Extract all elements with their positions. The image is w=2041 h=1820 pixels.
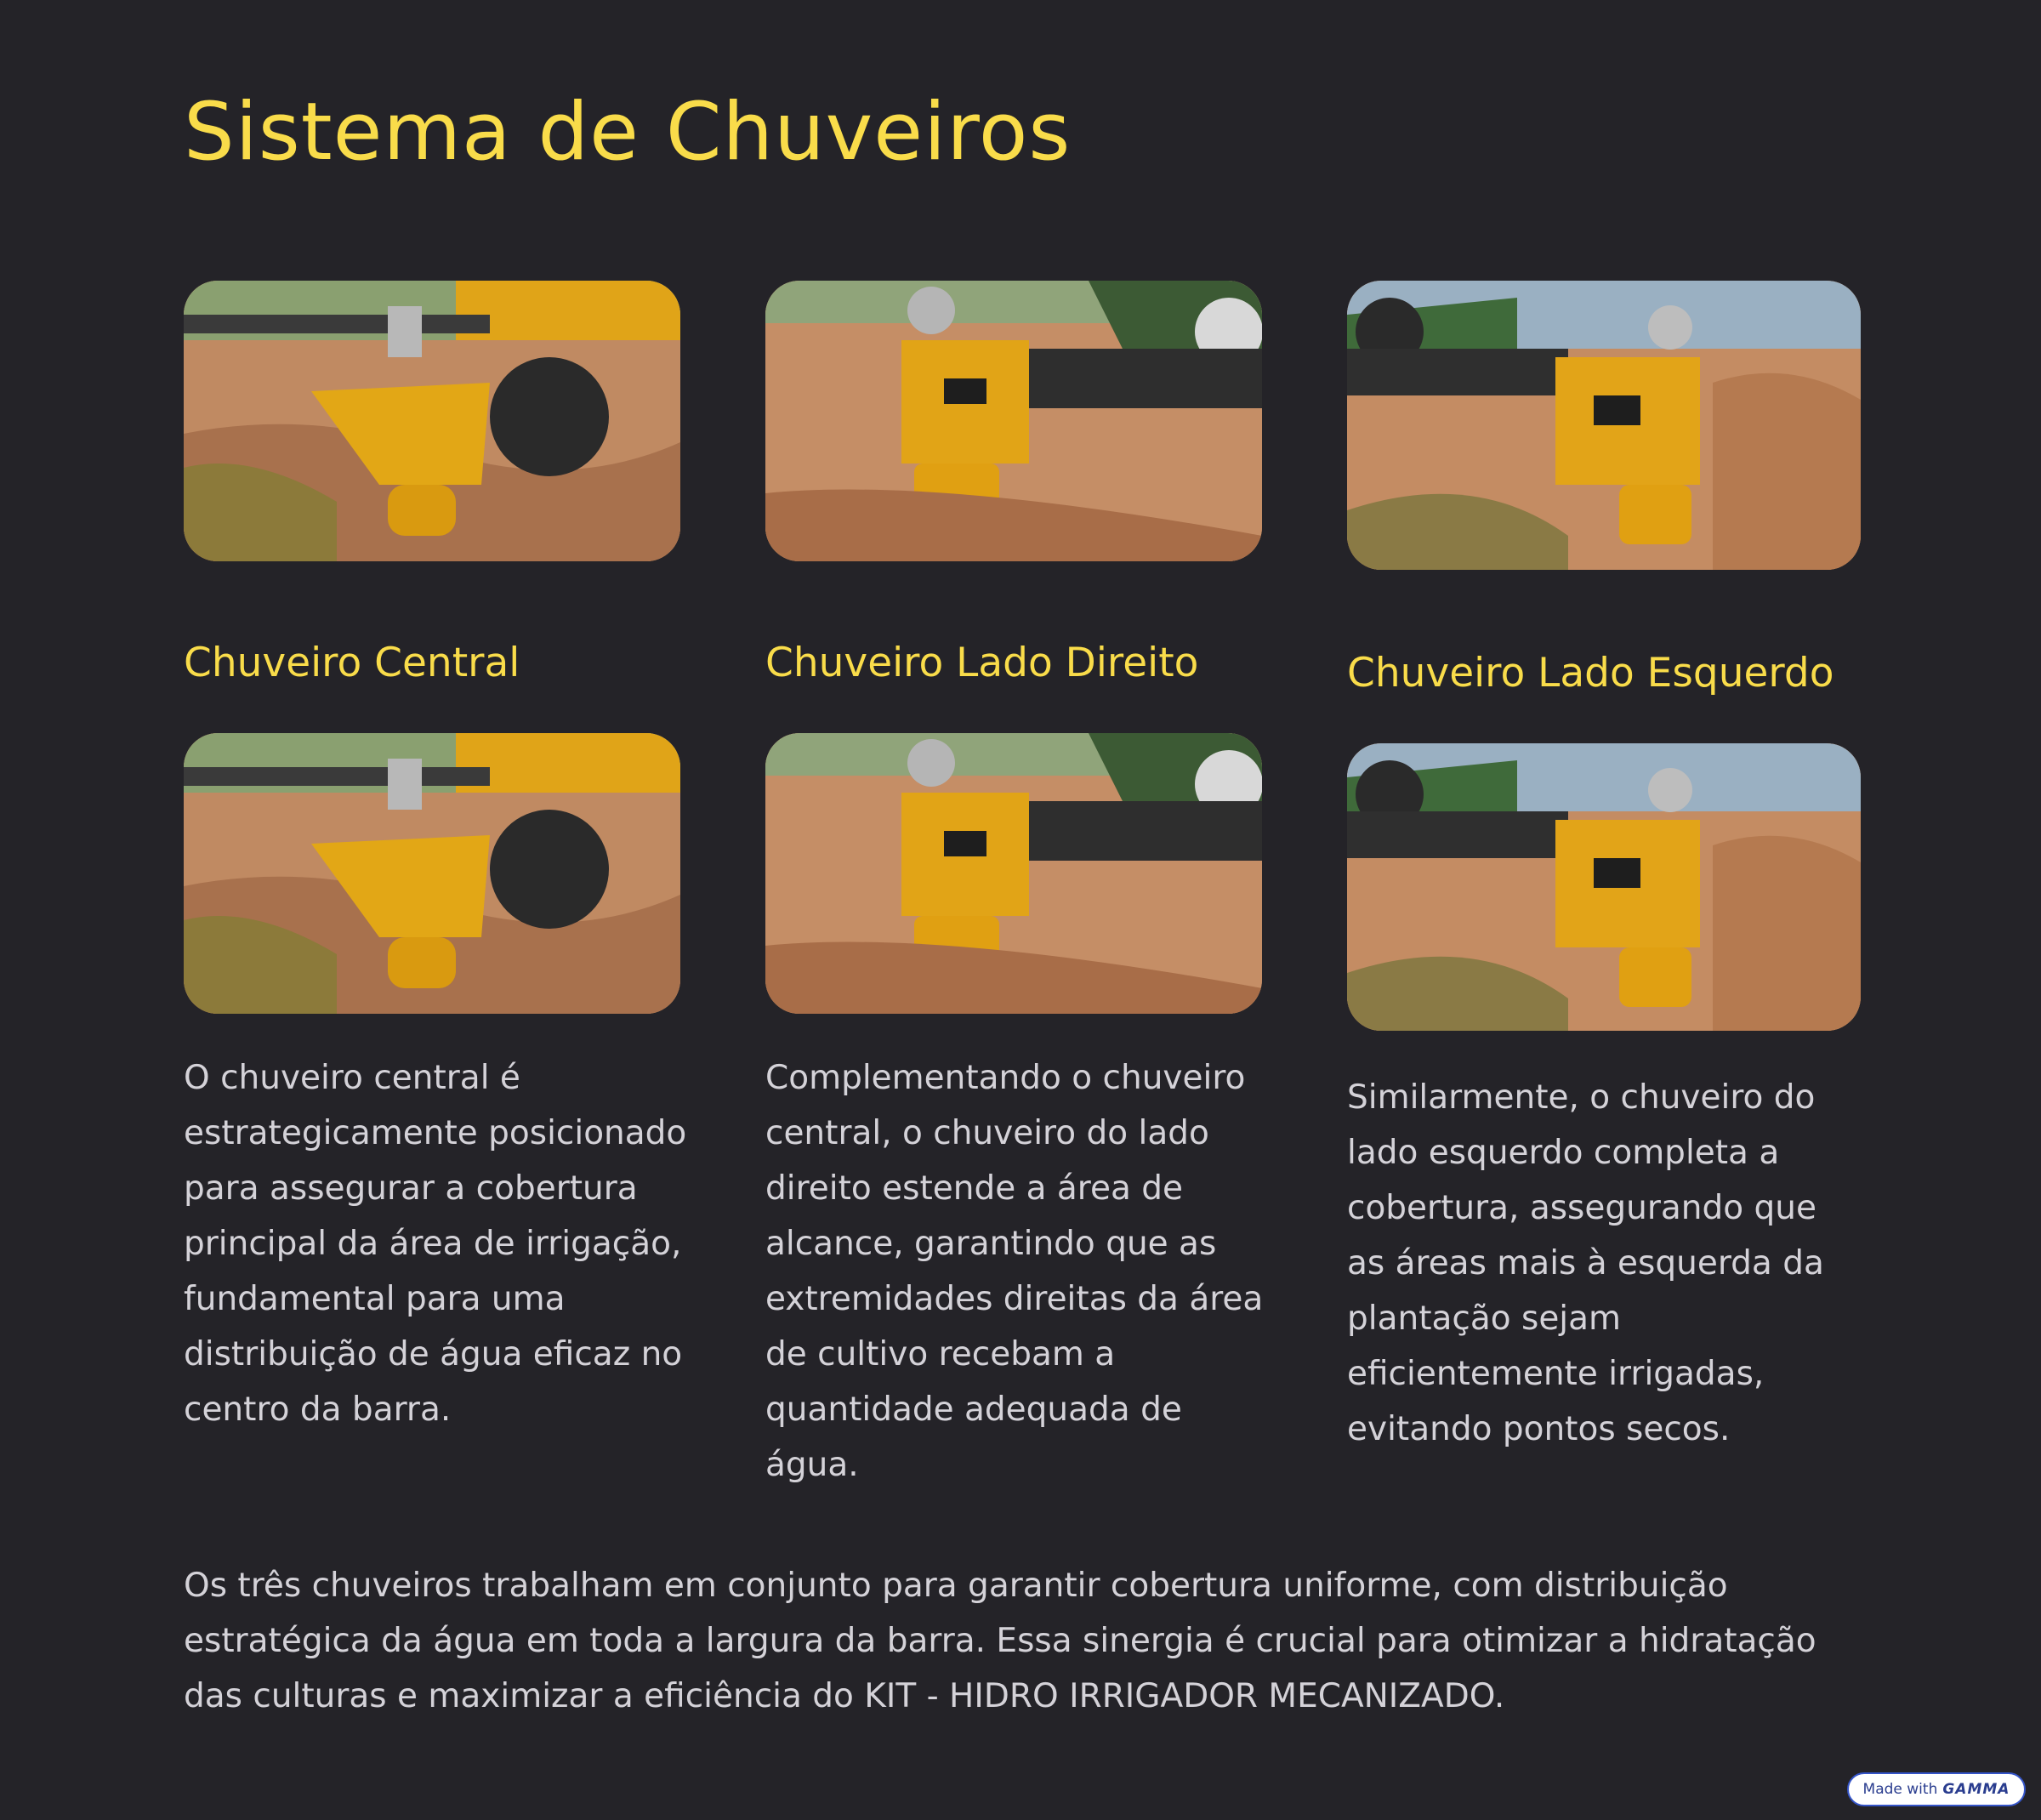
subtitle-right: Chuveiro Lado Direito — [765, 640, 1199, 686]
photo-left-bottom — [1347, 743, 1861, 1031]
subtitle-central: Chuveiro Central — [184, 640, 520, 686]
description-right: Complementando o chuveiro central, o chuveiro do lado direito estende a área de alcance, garantindo que as extremidades direitas da área de cultivo recebam a quantidade adequada de água. — [765, 1059, 1264, 1484]
made-with-gamma-badge[interactable] — [1847, 1772, 2026, 1806]
summary-paragraph: Os três chuveiros trabalham em conjunto para garantir cobertura uniforme, com distribuição estratégica da água em toda a largura da barra. Essa sinergia é crucial para otimizar a hidratação das culturas e maximizar a eficiência do KIT - HIDRO IRRIGADOR MECANIZADO. — [184, 1567, 1816, 1715]
photo-right-bottom — [765, 733, 1262, 1014]
subtitle-left: Chuveiro Lado Esquerdo — [1347, 650, 1834, 697]
gamma-logo: GAMMA — [1942, 1781, 2010, 1798]
photo-central-bottom — [184, 733, 680, 1014]
photo-left-top — [1347, 281, 1861, 570]
badge-prefix: Made with — [1862, 1781, 1938, 1798]
page-title: Sistema de Chuveiros — [184, 86, 1072, 179]
photo-right-top — [765, 281, 1262, 561]
description-left: Similarmente, o chuveiro do lado esquerdo completa a cobertura, assegurando que as áreas mais à esquerda da plantação sejam eficientemente irrigadas, evitando pontos secos. — [1347, 1078, 1824, 1448]
photo-central-top — [184, 281, 680, 561]
description-central: O chuveiro central é estrategicamente posicionado para assegurar a cobertura principal da área de irrigação, fundamental para uma distribuição de água eficaz no centro da barra. — [184, 1059, 687, 1429]
